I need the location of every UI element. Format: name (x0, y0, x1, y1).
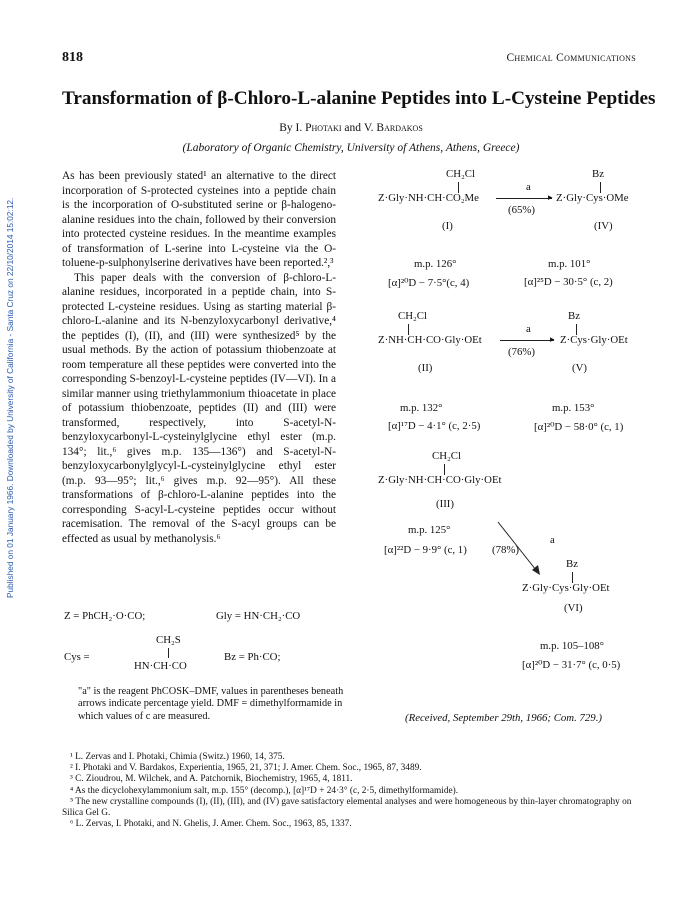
r2-product: Z·Cys·Gly·OEt (560, 334, 628, 346)
r3-product-id: (VI) (564, 602, 583, 614)
r3-reactant-id: (III) (436, 498, 454, 510)
r2-product-id: (V) (572, 362, 587, 374)
r1-reagent: a (526, 181, 531, 193)
page-number: 818 (62, 50, 83, 65)
r3-product: Z·Gly·Cys·Gly·OEt (522, 582, 610, 594)
r1-reactant-id: (I) (442, 220, 453, 232)
r1-product-id: (IV) (594, 220, 613, 232)
r3-product-mp: m.p. 105–108° (540, 640, 605, 652)
reference-2: ² I. Photaki and V. Bardakos, Experientia, 1965, 21, 371; J. Amer. Chem. Soc., 1965, 87, 3489. (70, 763, 422, 774)
r2-yield: (76%) (508, 346, 535, 358)
r3-reactant-mp: m.p. 125° (408, 524, 451, 536)
author-1: I. Photaki (295, 122, 342, 134)
received-line: (Received, September 29th, 1966; Com. 729.) (405, 712, 602, 724)
r1-reactant-rotation: [α]²⁰D − 7·5°(c, 4) (388, 277, 470, 289)
r2-left-substituent: CH₂Cl (398, 310, 427, 322)
r1-left-substituent: CH₂Cl (446, 168, 475, 180)
r3-left-substituent: CH₂Cl (432, 450, 461, 462)
r1-yield: (65%) (508, 204, 535, 216)
r2-arrow (500, 340, 554, 341)
references (62, 752, 652, 830)
r3-yield: (78%) (492, 544, 519, 556)
r3-product-rotation: [α]²⁰D − 31·7° (c, 0·5) (522, 659, 621, 671)
r2-reactant-mp: m.p. 132° (400, 402, 443, 414)
reaction-3 (374, 450, 644, 680)
def-cys-top: CH₂S (156, 634, 181, 646)
bond-line (168, 648, 169, 658)
reference-1: ¹ L. Zervas and I. Photaki, Chimia (Switz.) 1960, 14, 375. (70, 752, 285, 762)
reference-5: ⁵ The new crystalline compounds (I), (II), (III), and (IV) gave satisfactory elemental analyses and were homogeneous by thin-layer chromatography on Silica Gel G. (62, 796, 632, 819)
reference-6: ⁶ L. Zervas, I. Photaki, and N. Ghelis, J. Amer. Chem. Soc., 1963, 85, 1337. (70, 819, 352, 830)
r1-product-mp: m.p. 101° (548, 258, 591, 270)
r2-product-rotation: [α]²⁰D − 58·0° (c, 1) (534, 421, 624, 433)
r3-arrow (496, 520, 546, 580)
by-label: By (279, 122, 293, 134)
body-text (62, 169, 336, 546)
journal-name: Chemical Communications (506, 52, 636, 64)
r1-right-substituent: Bz (592, 168, 604, 180)
r2-reagent: a (526, 323, 531, 335)
affiliation: (Laboratory of Organic Chemistry, University of Athens, Athens, Greece) (182, 142, 520, 154)
watermark-text: Published on 01 January 1966. Downloaded by University of California - Santa Cruz on 22/10/2014 15:02:12. (5, 197, 15, 598)
r3-reactant-rotation: [α]²²D − 9·9° (c, 1) (384, 544, 467, 556)
r3-right-substituent: Bz (566, 558, 578, 570)
paragraph-2: This paper deals with the conversion of β-chloro-L-alanine residues, incorporated in a peptide chain, into S-protected L-cysteine residues. Using as starting material β-chloro-L-alanine and its N-benzyloxycarbonyl derivative,⁴ the peptides (I), (II), and (III) were synthesized⁵ by the usual methods. By the action of potassium thiobenzoate at room temperature all these peptides were converted into the corresponding S-benzoyl-L-cysteine peptides (IV—VI). In a similar manner using triethylammonium thioacetate in place of potassium thiobenzoate, peptides (II) and (III) were transformed, respectively, into S-acetyl-N-benzyloxycarbonyl-L-cysteinylglycine ethyl ester (m.p. 134°; lit.,⁶ gives m.p. 135—136°) and S-acetyl-N-benzyloxycarbonylglycyl-L-cysteinylglycine ethyl ester (m.p. 93—95°; lit.,⁶ gives m.p. 92—95°). All these transformations of β-chloro-L-alanine peptides into the corresponding S-acyl-L-cysteine peptides occur without racemisation. The removal of the S-acyl groups can be effected as usual by methanolysis.⁶ (62, 271, 336, 545)
download-watermark (4, 60, 18, 600)
r2-reactant-rotation: [α]¹⁷D − 4·1° (c, 2·5) (388, 420, 481, 432)
def-gly: Gly = HN·CH₂·CO (216, 610, 301, 622)
reagent-note: "a" is the reagent PhCOSK–DMF, values in parentheses beneath arrows indicate percentage yield. DMF = dimethylformamide in which values of c are measured. (78, 686, 344, 722)
def-cys-label: Cys = (64, 651, 90, 663)
paragraph-1: As has been previously stated¹ an alternative to the direct incorporation of S-protected cysteines into a peptide chain is the incorporation of O-substituted serine or β-halogeno-alanine residues into the chain, followed by their conversion into protected cysteine residues. In the meantime examples of transformation of L-serine into L-cysteine via the O-toluene-p-sulphonylserine derivatives have been reported.²,³ (62, 170, 336, 269)
def-cys-bottom: HN·CH·CO (134, 660, 187, 672)
def-bz: Bz = Ph·CO; (224, 651, 281, 663)
article-title: Transformation of β-Chloro-L-alanine Peptides into L-Cysteine Peptides (62, 88, 656, 109)
reaction-1: CH₂Cl Z·Gly·NH·CH·CO₂Me a ▸ (65%) Bz Z·Gly·Cys·OMe (I) (IV) m.p. 126° [α]²⁰D − 7·5°(c, 4) m.p. 101° [α]²⁵D − 30·5° (c, 2) (378, 168, 629, 289)
reference-3: ³ C. Zioudrou, M. Wilchek, and A. Patchornik, Biochemistry, 1965, 4, 1811. (70, 774, 353, 785)
and-label: and (344, 122, 361, 134)
r2-reactant: Z·NH·CH·CO·Gly·OEt (378, 334, 482, 346)
r3-reagent: a (550, 534, 555, 546)
reaction-2: CH₂Cl Z·NH·CH·CO·Gly·OEt a ▸ (76%) Bz Z·Cys·Gly·OEt (II) (V) m.p. 132° [α]¹⁷D − 4·1° (c, 2·5) m.p. 153° [α]²⁰D − 58·0° (c, 1) (378, 310, 628, 433)
r1-product-rotation: [α]²⁵D − 30·5° (c, 2) (524, 276, 613, 288)
r3-reactant: Z·Gly·NH·CH·CO·Gly·OEt (378, 474, 502, 486)
r1-reactant: Z·Gly·NH·CH·CO₂Me (378, 192, 479, 204)
author-line (62, 122, 640, 134)
reference-4: ⁴ As the dicyclohexylammonium salt, m.p. 155° (decomp.), [α]¹⁷D + 24·3° (c, 2·5, dimethylformamide). (70, 785, 459, 796)
author-2: V. Bardakos (363, 122, 423, 134)
r1-reactant-mp: m.p. 126° (414, 258, 457, 270)
r1-arrow (496, 198, 552, 199)
r2-product-mp: m.p. 153° (552, 402, 595, 414)
def-z: Z = PhCH₂·O·CO; (64, 610, 146, 622)
r1-product: Z·Gly·Cys·OMe (556, 192, 629, 204)
r2-right-substituent: Bz (568, 310, 580, 322)
r2-reactant-id: (II) (418, 362, 433, 374)
